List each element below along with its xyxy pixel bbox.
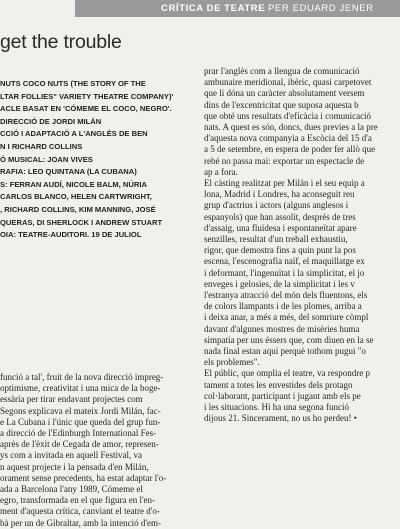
body-column-right (204, 66, 400, 425)
text-line: i les situacions. Hi ha una segona funció (204, 402, 349, 413)
text-line: a 5 de setembre, en espera de poder fer allò que (204, 144, 376, 155)
text-line: Segons explicava el mateix Jordi Milán, fac- (0, 405, 161, 416)
text-line: d'aquesta nova companyia a Escòcia del 15 d'a (204, 133, 372, 144)
credit-line: , RICHARD COLLINS, KIM MANNING, JOSÉ (0, 204, 156, 214)
text-line: ys com a invitada en aquell Festival, va (0, 450, 142, 461)
text-line: El càsting realitzat per Milán i el seu equip a (204, 178, 365, 189)
text-line: col·laborant, participant i jugant amb els pe (204, 390, 361, 401)
credit-line: ACLE BASAT EN 'CÓMEME EL COCO, NEGRO'. (0, 104, 172, 114)
text-line: tament a totes les envestides dels protago (204, 379, 353, 390)
credit-line: N I RICHARD COLLINS (0, 141, 83, 151)
text-line: dijous 21. Sincerament, no us ho perdeu! • (204, 413, 357, 424)
text-line: i deformant, l'ingenuïtat i la simplicitat, el jo (204, 267, 365, 278)
credit-line: NUTS COCO NUTS (THE STORY OF THE (0, 79, 146, 88)
text-line: davant d'algunes mostres de misèries huma (204, 323, 360, 334)
byline: PER EDUARD JENER (268, 3, 374, 14)
text-line: funció a tal', fruit de la nova direcció impreg- (0, 372, 164, 382)
text-line: d'assaig, una fluïdesa i espontaneïtat apare (204, 222, 357, 233)
credit-line: S: FERRAN AUDÍ, NICOLE BALM, NÚRIA (0, 179, 147, 189)
text-line: ap a fora. (204, 166, 238, 177)
text-line: rigor, que demostra fins a quin punt la pos (204, 245, 356, 256)
text-line: prar l'anglès com a llengua de comunicació (204, 66, 360, 76)
credit-line: Ó MUSICAL: JOAN VIVES (0, 154, 93, 164)
text-line: que li dóna un caràcter absolutament versem (204, 88, 365, 99)
credit-line: OIA: TEATRE-AUDITORI. 19 DE JULIOL (0, 230, 142, 240)
text-line: dins de l'excentricitat que suposa aquesta b (204, 99, 359, 110)
text-line: i deixa anar, a més a més, del somriure còmpl (204, 312, 369, 323)
text-line: optimisme, creativitat i una mica de la boge- (0, 383, 161, 394)
text-line: senzilles, resultat d'un treball exhaustiu, (204, 234, 348, 245)
credit-line: RAFIA: LEO QUINTANA (LA CUBANA) (0, 167, 137, 177)
text-line: bà per un de Gibraltar, amb la intenció d'em- (0, 517, 161, 528)
credit-line: DIRECCIÓ DE JORDI MILÁN (0, 116, 102, 126)
text-line: e La Cubana i l'únic que queda del grup fun- (0, 416, 161, 427)
text-line: espanyols) que han assolit, després de tres (204, 211, 356, 222)
section-banner (75, 0, 400, 17)
credit-line: QUERAS, DI SHERLOCK I ANDREW STUART (0, 217, 163, 227)
text-line: a direcció de l'Edinburgh International Fes- (0, 428, 157, 439)
text-line: que obté uns resultats d'eficàcia i comunicació (204, 110, 372, 121)
text-line: El públic, que omplia el teatre, va respondre p (204, 368, 370, 379)
text-line: grup d'actrius i actors (alguns anglesos i (204, 200, 349, 211)
text-line: ambunaire meridional, ibèric, quasi carpetovet (204, 77, 372, 88)
text-line: nats. A quest es són, doncs, dues previes a la pre (204, 122, 378, 133)
credit-line: CARLOS BLANCO, HELEN CARTWRIGHT, (0, 192, 152, 202)
credit-line: CCIÓ I ADAPTACIÓ A L'ANGLÈS DE BEN (0, 129, 148, 139)
text-line: n aquest projecte i la pensada d'en Milán, (0, 461, 149, 472)
text-line: de colors llampants i de les plomes, arriba a (204, 301, 362, 312)
text-line: lona, Madrid i Londres, ha aconseguit reu (204, 189, 355, 200)
headline: get the trouble (0, 31, 122, 53)
text-line: orament sense precedents, ha estat adaptar l'o- (0, 472, 167, 483)
body-column-left (0, 372, 198, 529)
text-line: escena, l'escenografia naïf, el maquillatge ex (204, 256, 365, 267)
text-line: l'estranya atracció del món dels fluentons, els (204, 290, 368, 301)
section-title: CRÍTICA DE TEATRE (161, 3, 266, 14)
text-line: ada a Barcelona l'any 1989, Cómeme el (0, 484, 143, 495)
text-line: rebé no passa mai: exportar un espectacle de (204, 155, 365, 166)
text-line: enveges i gelosies, de la simplicitat i les v (204, 278, 355, 289)
text-line: après de l'èxit de Cegada de amor, represen- (0, 439, 159, 450)
text-line: els problemes". (204, 357, 260, 368)
text-line: essària per tirar endavant projectes com (0, 394, 143, 405)
text-line: nada final estan aquí perquè tothom pugui "o (204, 346, 366, 357)
text-line: simpatia per uns éssers que, com diuen en la se (204, 334, 374, 345)
credit-line: LTAR FOLLIES" VARIETY THEATRE COMPANY)' (0, 91, 174, 101)
text-line: egro, transformada en el que figura en l'en- (0, 495, 156, 506)
production-credits (0, 78, 205, 242)
text-line: ment d'aquesta crítica, canviant el teatre d'o- (0, 506, 160, 517)
